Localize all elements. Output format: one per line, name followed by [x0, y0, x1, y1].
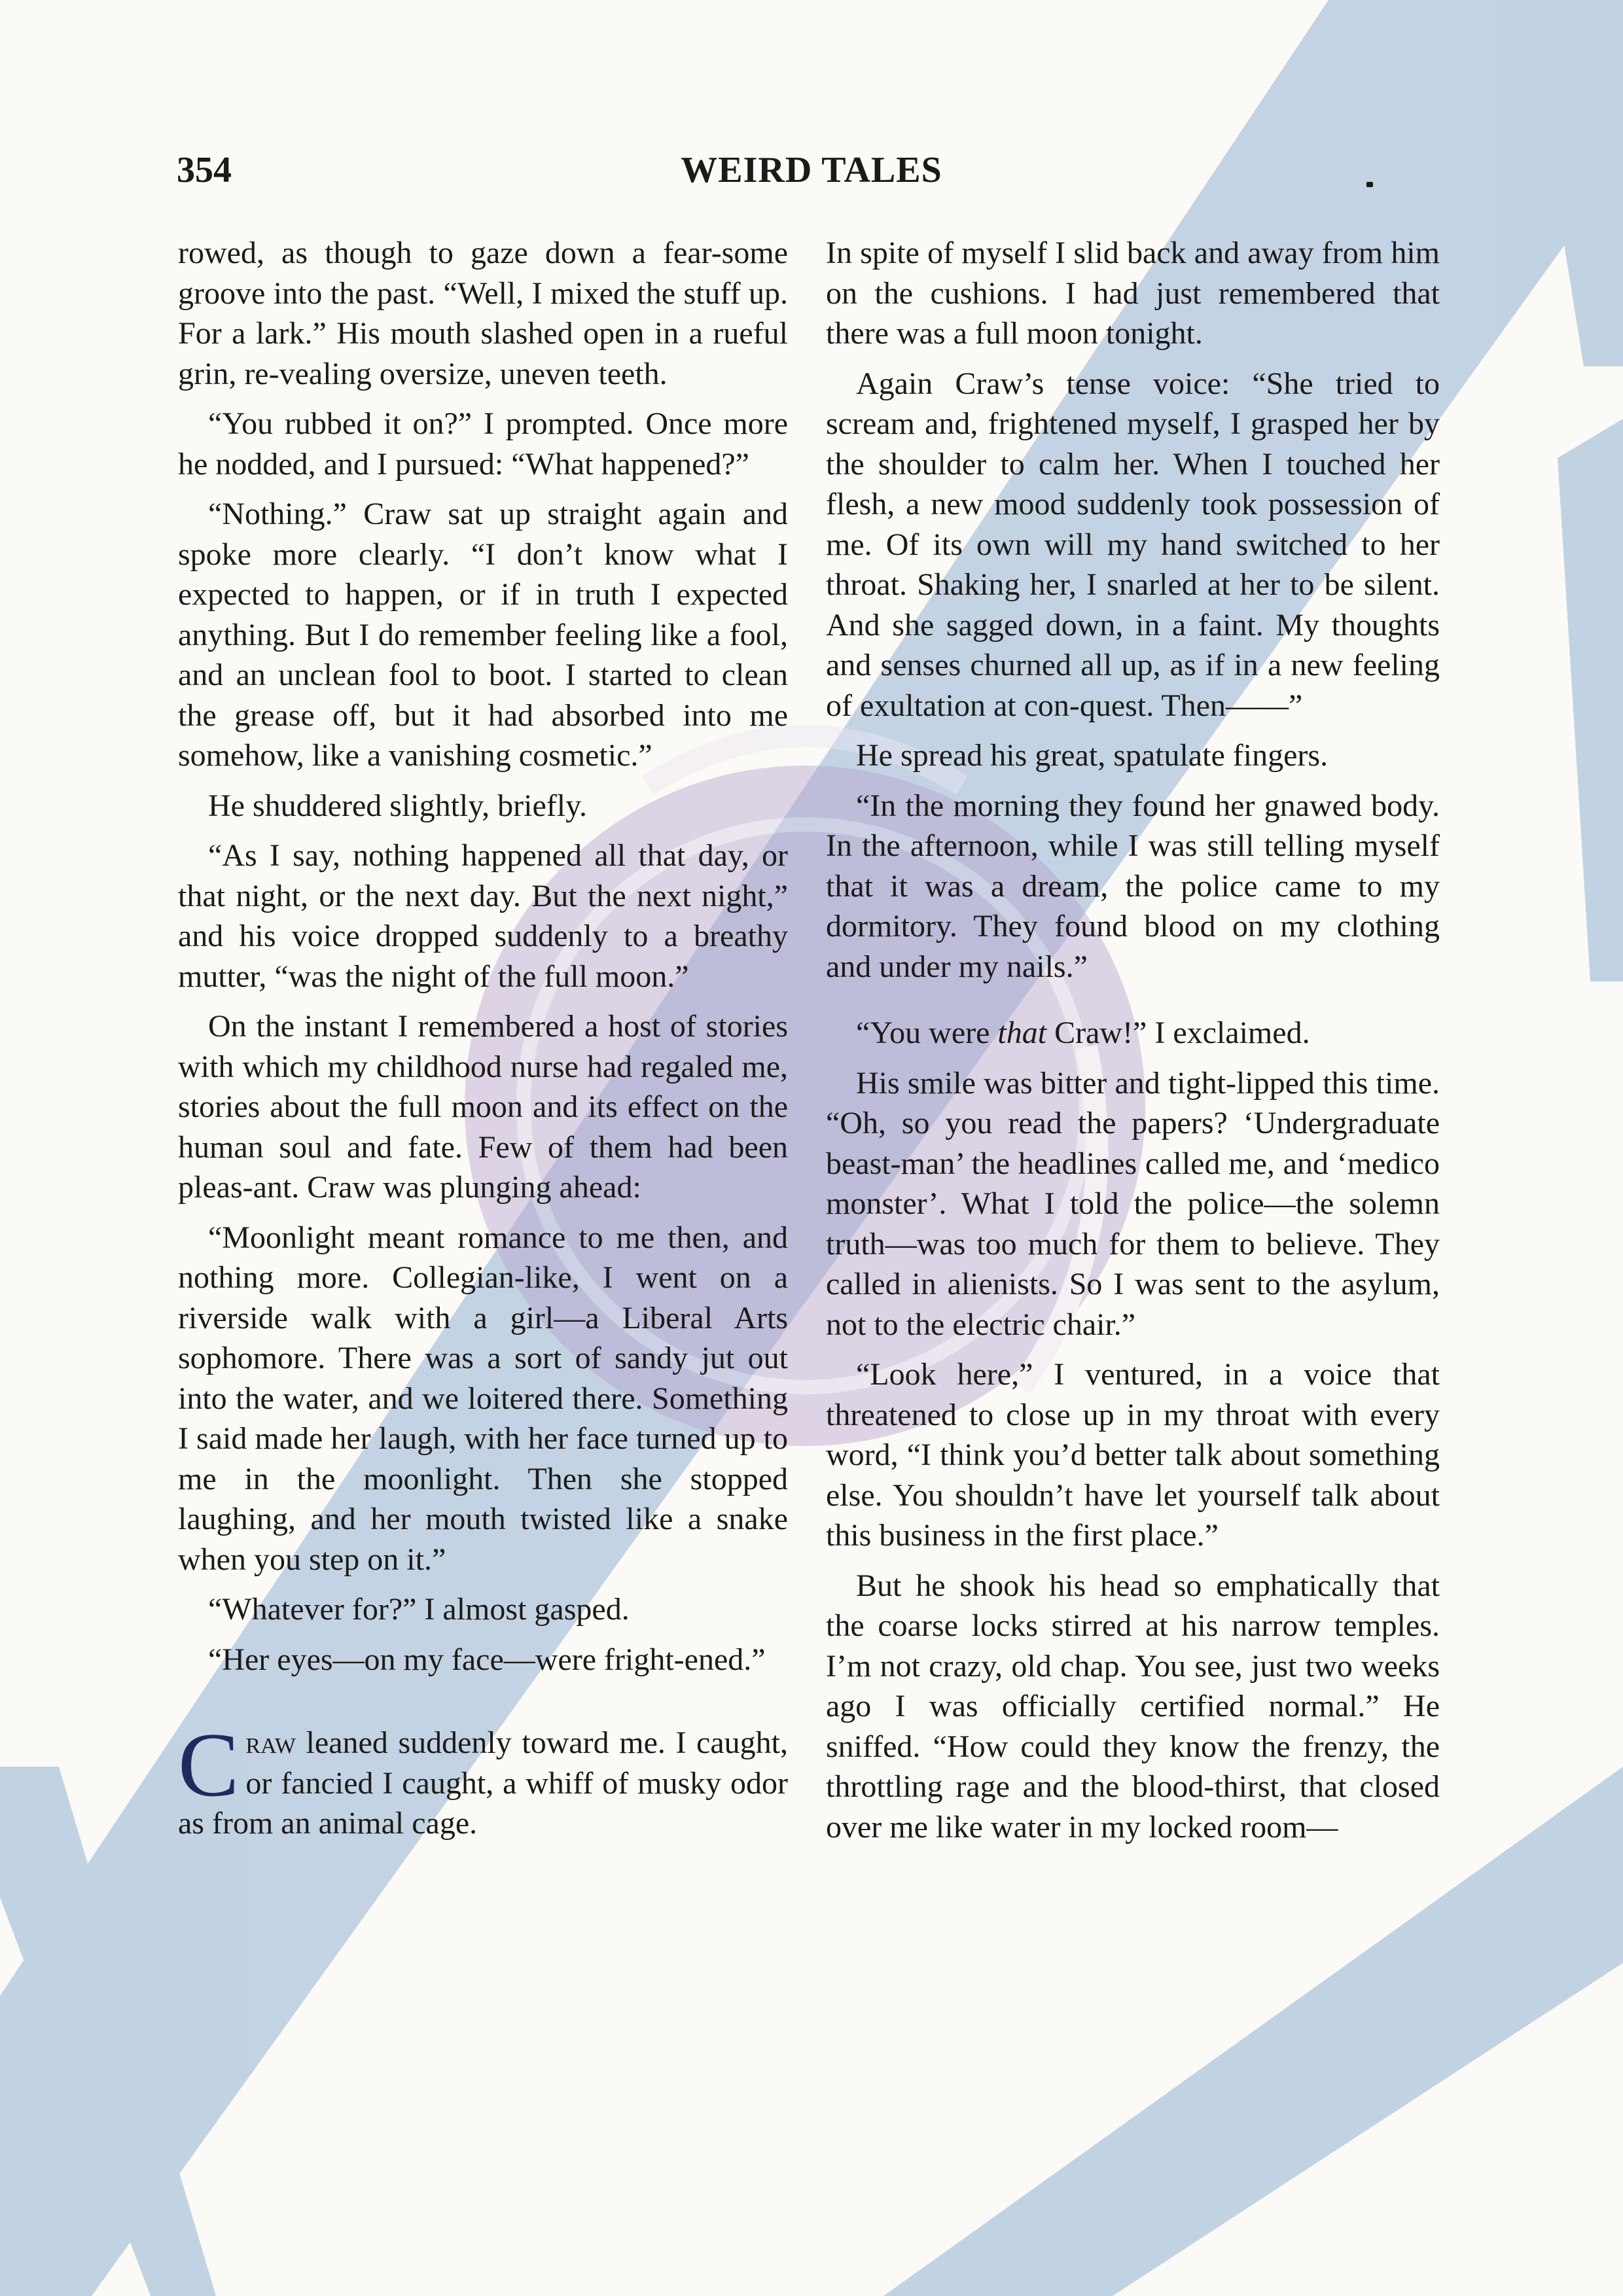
- paragraph: “Moonlight meant romance to me then, and nothing more. Collegian-like, I went on a riverside walk with a girl—a Liberal Arts sophomore. There was a sort of sandy jut out into the water, and we loitered there. Something I said made her laugh, with her face turned up to me in the moonlight. Then she stopped laughing, and her mouth twisted like a snake when you step on it.”: [178, 1220, 788, 1577]
- continued-paragraph: rowed, as though to gaze down a fear-some groove into the past. “Well, I mixed the stuff up. For a lark.” His mouth slashed open in a rueful grin, re-vealing oversize, uneven teeth.: [178, 236, 788, 391]
- drop-cap: C: [178, 1714, 240, 1816]
- paragraph: His smile was bitter and tight-lipped this time. “Oh, so you read the papers? ‘Undergraduate beast-man’ the headlines called me, and ‘medico monster’. What I told the police—the solemn truth—was too much for them to believe. They called in alienists. So I was sent to the asylum, not to the electric chair.”: [826, 1065, 1440, 1342]
- paragraph: [826, 1013, 1440, 1053]
- paragraph-text: Craw!” I exclaimed.: [1046, 1016, 1310, 1050]
- paragraph: “You rubbed it on?” I prompted. Once more he nodded, and I pursued: “What happened?”: [178, 406, 788, 482]
- paragraph-text: leaned suddenly toward me. I caught, or fancied I caught, a whiff of musky odor as from an animal cage.: [178, 1725, 788, 1841]
- paragraph: “As I say, nothing happened all that day, or that night, or the next day. But the next night,” and his voice dropped suddenly to a breathy mutter, “was the night of the full moon.”: [178, 838, 788, 994]
- right-column: [826, 233, 1440, 1857]
- paragraph: “In the morning they found her gnawed body. In the afternoon, while I was still telling myself that it was a dream, the police came to my dormitory. They found blood on my clothing and under my nails.”: [826, 788, 1440, 984]
- paragraph: “Look here,” I ventured, in a voice that threatened to close up in my throat with every word, “I think you’d better talk about something else. You shouldn’t have let yourself talk about this business in the first place.”: [826, 1357, 1440, 1553]
- paragraph: He spread his great, spatulate fingers.: [856, 738, 1329, 773]
- left-column: [178, 233, 788, 1854]
- ink-speck: [1366, 182, 1373, 187]
- paragraph: But he shook his head so emphatically that the coarse locks stirred at his narrow temples. I’m not crazy, old chap. You see, just two weeks ago I was officially certified normal.” He sniffed. “How could they know the frenzy, the throttling rage and the blood-thirst, that closed over me like water in my locked room—: [826, 1568, 1440, 1845]
- continued-paragraph: In spite of myself I slid back and away from him on the cushions. I had just remembered that there was a full moon tonight.: [826, 236, 1440, 351]
- running-head: WEIRD TALES: [681, 150, 942, 190]
- watermark-letter-stroke: [1558, 419, 1623, 981]
- paragraph-text: “You were: [856, 1016, 998, 1050]
- dropcap-paragraph: [178, 1714, 788, 1844]
- paragraph: On the instant I remembered a host of stories with which my childhood nurse had regaled me, stories about the full moon and its effect on the human soul and fate. Few of them had been pleas-ant. Craw was plunging ahead:: [178, 1009, 788, 1205]
- paragraph: He shuddered slightly, briefly.: [208, 788, 587, 823]
- emphasis-text: that: [997, 1016, 1047, 1050]
- paragraph: “Her eyes—on my face—were fright-ened.”: [208, 1642, 766, 1677]
- paragraph: Again Craw’s tense voice: “She tried to scream and, frightened myself, I grasped her by the shoulder to calm her. When I touched her flesh, a new mood suddenly took possession of me. Of its own will my hand switched to her throat. Shaking her, I snarled at her to be silent. And she sagged down, in a faint. My thoughts and senses churned all up, as if in a new feeling of exultation at con-quest. Then——”: [826, 366, 1440, 723]
- paragraph: “Whatever for?” I almost gasped.: [208, 1592, 630, 1627]
- page-number: 354: [177, 150, 232, 190]
- paragraph: “Nothing.” Craw sat up straight again and spoke more clearly. “I don’t know what I expected to happen, or if in truth I expected anything. But I do remember feeling like a fool, and an unclean fool to boot. I started to clean the grease off, but it had absorbed into me somehow, like a vanishing cosmetic.”: [178, 497, 788, 773]
- small-caps-lead: raw: [245, 1725, 296, 1760]
